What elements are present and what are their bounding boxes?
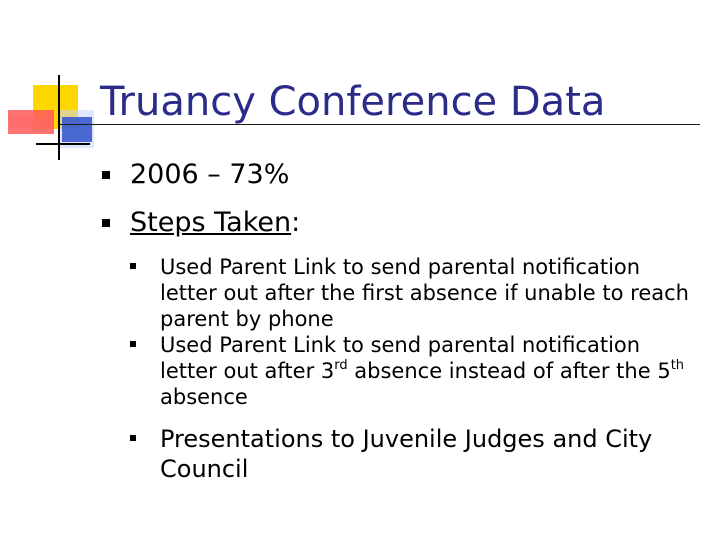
sub-bullet-item: [130, 424, 702, 484]
bullet-item: [102, 206, 702, 240]
decorative-blue-square: [62, 117, 92, 142]
sub-bullet-text: Presentations to Juvenile Judges and City Council: [160, 425, 653, 483]
square-bullet-icon: [130, 341, 136, 347]
decorative-vertical-line: [58, 75, 60, 160]
bullet-item: [102, 158, 702, 192]
sub-bullet-text: absence instead of after the 5: [347, 359, 671, 383]
bullet-text-underlined: Steps Taken: [130, 207, 292, 238]
sub-bullet-text: absence: [160, 385, 248, 409]
sub-bullet-text: Used Parent Link to send parental notification letter out after 3: [160, 333, 641, 383]
sub-bullet-item: [130, 332, 702, 410]
sub-bullet-text: Used Parent Link to send parental notification letter out after the first absence if unable to reach parent by phone: [160, 255, 689, 331]
sub-bullet-item: [130, 254, 702, 332]
square-bullet-icon: [102, 171, 110, 179]
square-bullet-icon: [130, 435, 136, 441]
decorative-red-bar: [8, 110, 54, 134]
bullet-text: 2006 – 73%: [130, 159, 290, 190]
square-bullet-icon: [102, 219, 110, 227]
bullet-text-suffix: :: [291, 207, 301, 238]
slide-title: Truancy Conference Data: [100, 79, 606, 125]
superscript-text: th: [670, 358, 685, 373]
superscript-text: rd: [334, 358, 348, 373]
bullet-list: [102, 158, 702, 496]
decorative-horizontal-line: [36, 143, 90, 145]
square-bullet-icon: [130, 263, 136, 269]
